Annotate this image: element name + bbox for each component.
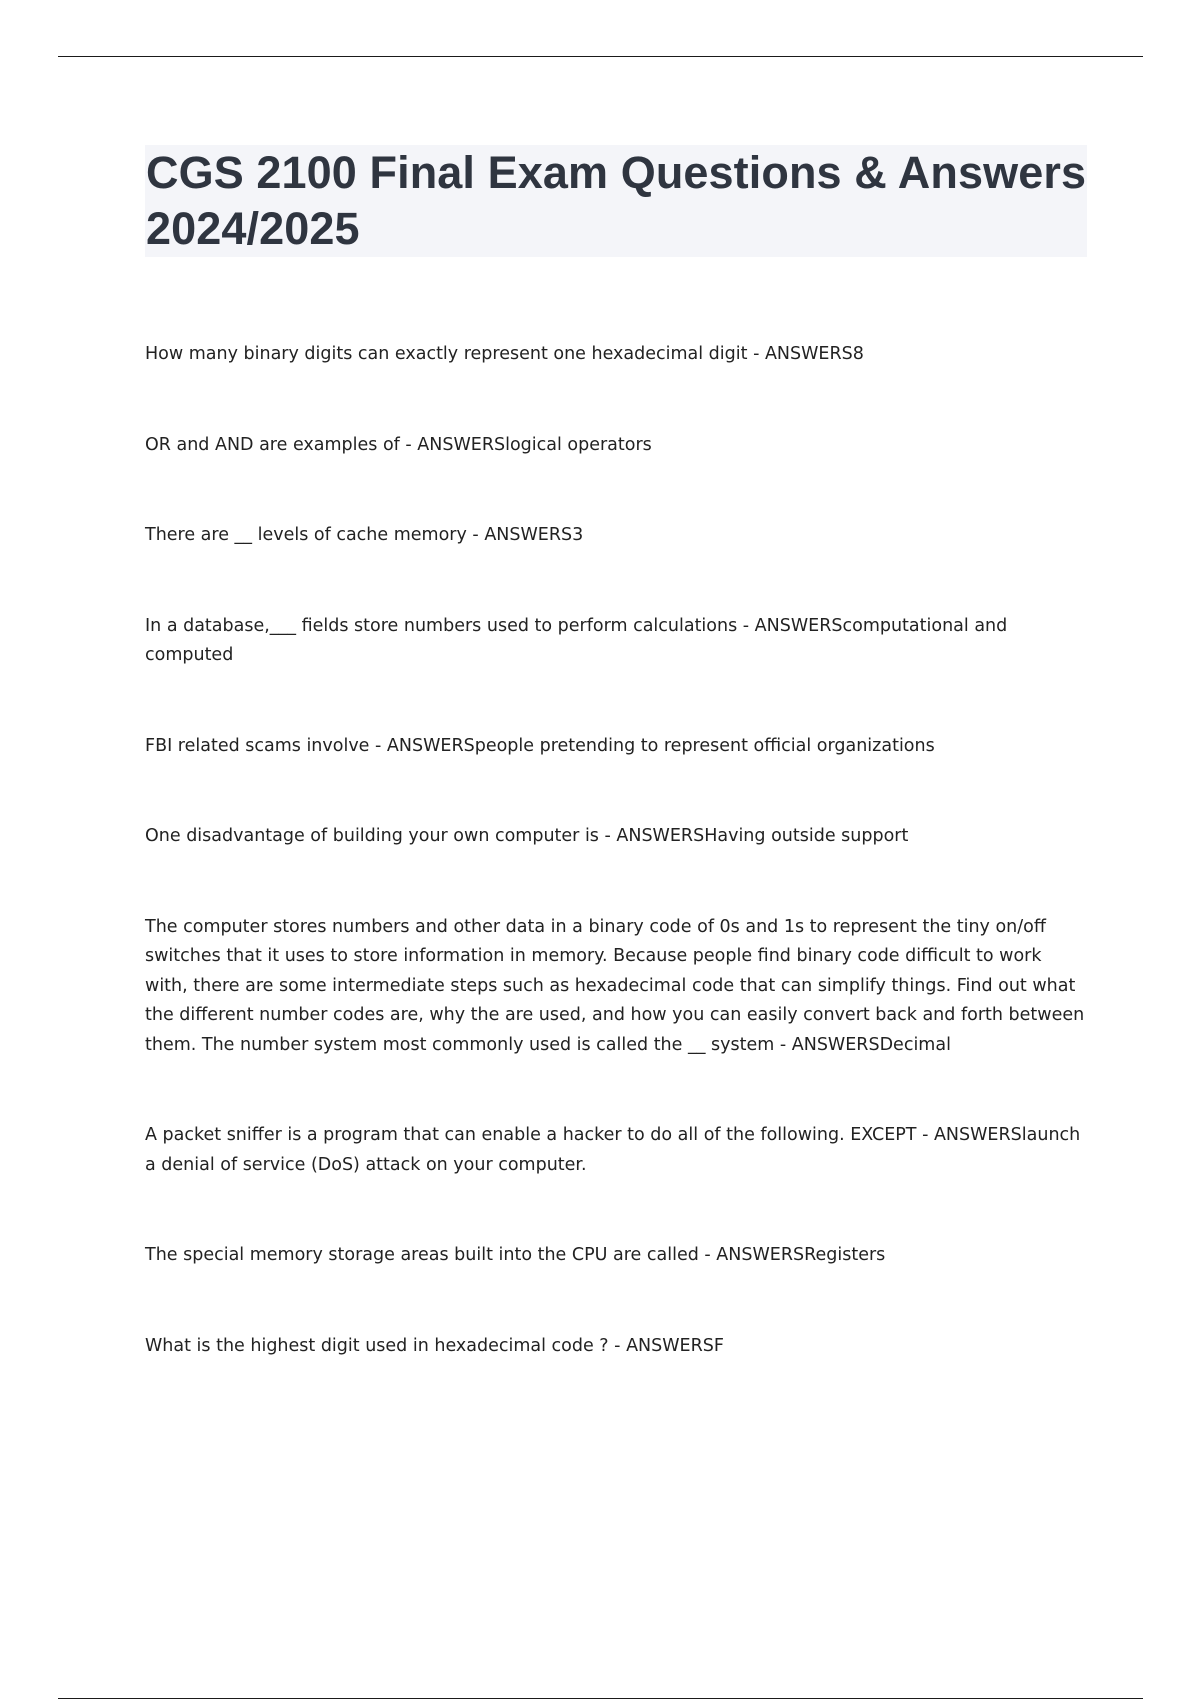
answer-text: Registers: [804, 1245, 886, 1265]
answer-text: logical operators: [505, 434, 652, 455]
answer-marker: ANSWERS: [417, 434, 506, 455]
answer-marker: ANSWERS: [933, 1125, 1022, 1145]
question-text: The special memory storage areas built into the CPU are called: [145, 1245, 699, 1265]
question-text: One disadvantage of building your own computer is: [145, 826, 599, 846]
qa-item: FBI related scams involve - ANSWERSpeople pretending to represent official organizations: [145, 735, 935, 756]
qa-item: What is the highest digit used in hexadecimal code ? - ANSWERSF: [145, 1335, 724, 1356]
answer-text: Having outside support: [704, 826, 909, 846]
question-text: There are __ levels of cache memory: [145, 525, 467, 545]
answer-marker: ANSWERS: [754, 615, 843, 636]
qa-item: A packet sniffer is a program that can enable a hacker to do all of the following. EXCEPT - ANSWERSlaunch a denial of service (DoS) attack on your computer.: [145, 1125, 1081, 1175]
question-text: FBI related scams involve: [145, 735, 370, 756]
answer-marker: ANSWERS: [791, 1034, 880, 1055]
qa-item: One disadvantage of building your own computer is - ANSWERSHaving outside support: [145, 826, 909, 846]
question-text: The computer stores numbers and other data in a binary code of 0s and 1s to represent the tiny on/off switches that it uses to store information in memory. Because people find binary code difficult to work with, there are some intermediate steps such as hexadecimal code that can simplify things. Find out what the different number codes are, why the are used, and how you can easily convert back and forth between them. The number system most commonly used is called the __ system: [145, 916, 1085, 1055]
answer-text: Decimal: [879, 1034, 951, 1055]
qa-item: The special memory storage areas built into the CPU are called - ANSWERSRegisters: [145, 1245, 886, 1265]
answer-text: 3: [572, 525, 584, 545]
qa-item: OR and AND are examples of - ANSWERSlogical operators: [145, 434, 652, 455]
answer-marker: ANSWERS: [764, 344, 853, 364]
answer-marker: ANSWERS: [626, 1335, 714, 1356]
question-text: A packet sniffer is a program that can enable a hacker to do all of the following. EXCEPT: [145, 1125, 917, 1145]
header-rule: [58, 56, 1143, 57]
qa-item: The computer stores numbers and other data in a binary code of 0s and 1s to represent the tiny on/off switches that it uses to store information in memory. Because people find binary code difficult to work with, there are some intermediate steps such as hexadecimal code that can simplify things. Find out what the different number codes are, why the are used, and how you can easily convert back and forth between them. The number system most commonly used is called the __ system - ANSWERSDecimal: [145, 916, 1085, 1055]
answer-text: people pretending to represent official organizations: [474, 735, 935, 756]
qa-item: There are __ levels of cache memory - ANSWERS3: [145, 525, 584, 545]
qa-list: [145, 340, 1085, 1422]
footer-rule: [58, 1698, 1143, 1699]
answer-marker: ANSWERS: [616, 826, 705, 846]
answer-text: computational and computed: [145, 615, 1008, 665]
question-text: In a database,___ fields store numbers used to perform calculations: [145, 615, 738, 636]
document-title: CGS 2100 Final Exam Questions & Answers 2024/2025: [146, 147, 1087, 254]
question-text: How many binary digits can exactly represent one hexadecimal digit: [145, 344, 748, 364]
question-text: What is the highest digit used in hexadecimal code ?: [145, 1335, 609, 1356]
answer-text: 8: [852, 344, 864, 364]
title-block: [145, 145, 1087, 257]
answer-text: F: [713, 1335, 724, 1356]
answer-marker: ANSWERS: [386, 735, 475, 756]
answer-marker: ANSWERS: [484, 525, 573, 545]
qa-item: In a database,___ fields store numbers used to perform calculations - ANSWERScomputational and computed: [145, 615, 1008, 665]
answer-text: launch a denial of service (DoS) attack on your computer.: [145, 1125, 1081, 1175]
question-text: OR and AND are examples of: [145, 434, 400, 455]
qa-item: How many binary digits can exactly represent one hexadecimal digit - ANSWERS8: [145, 344, 864, 364]
answer-marker: ANSWERS: [716, 1245, 805, 1265]
